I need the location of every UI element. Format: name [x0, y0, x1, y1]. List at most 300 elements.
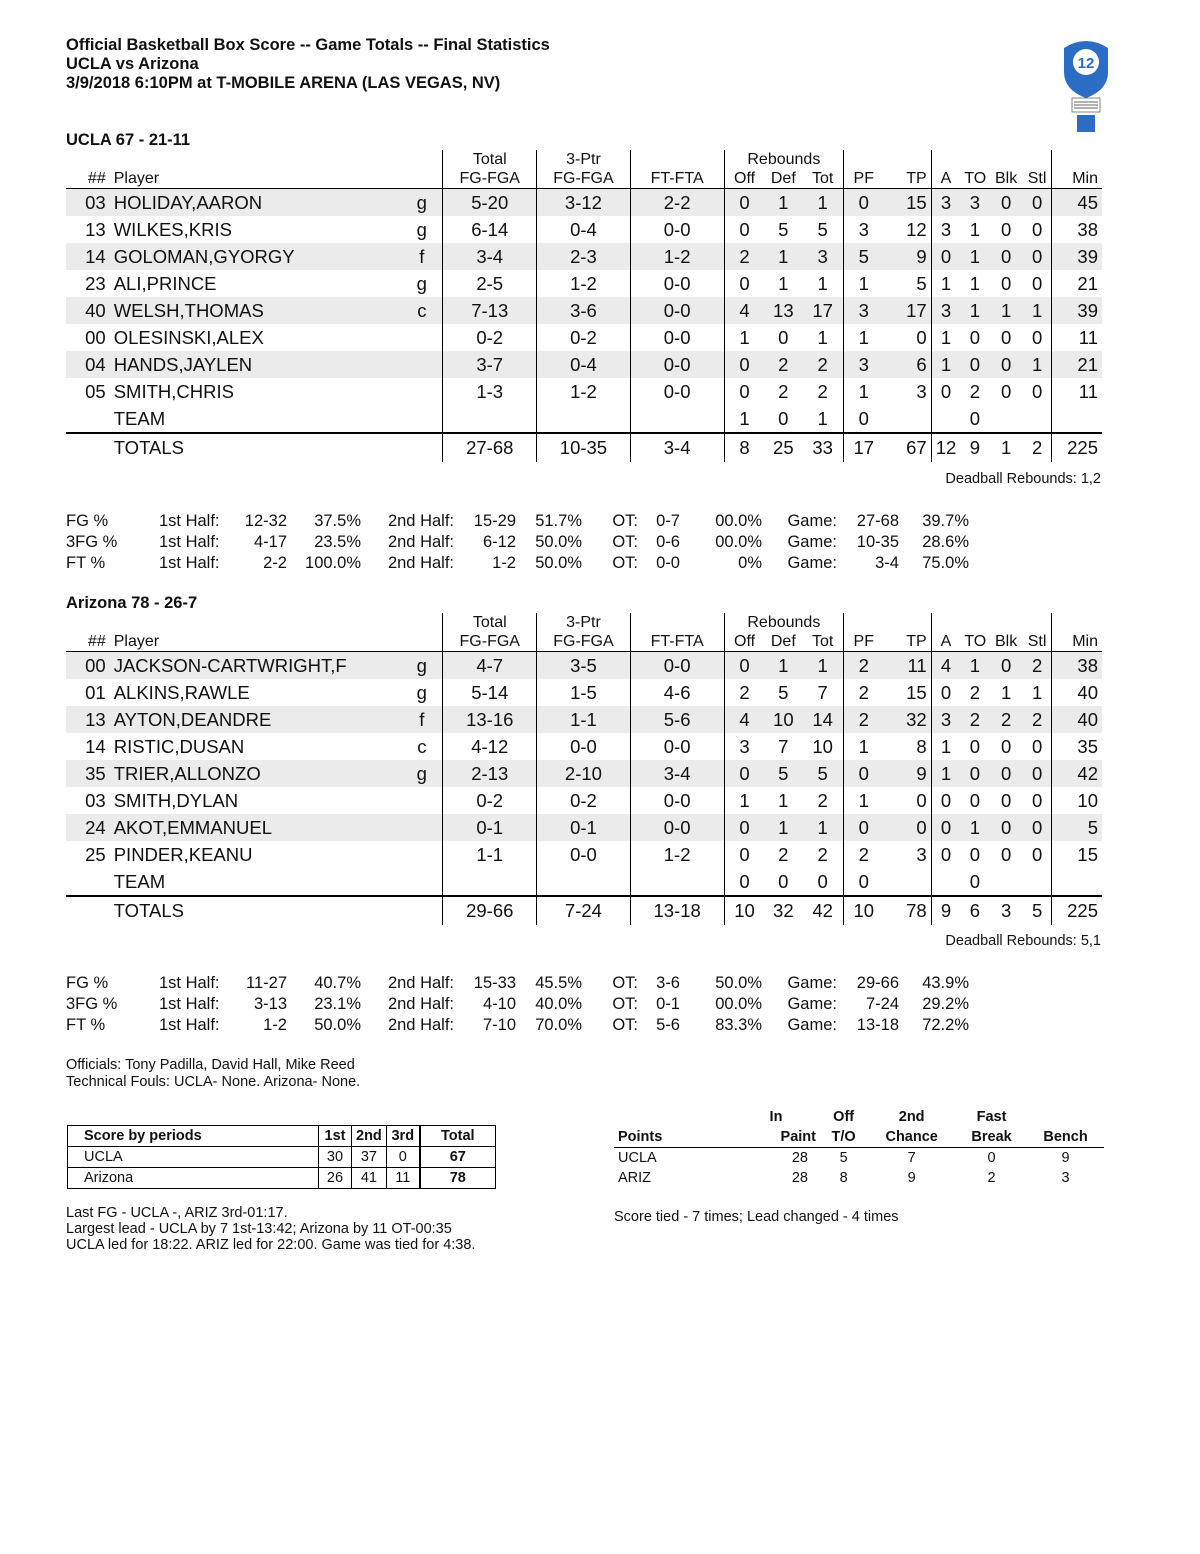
- half1-label: 1st Half:: [159, 1016, 220, 1034]
- player-fg3: 1-2: [537, 378, 631, 405]
- tp-header: TP: [883, 632, 931, 652]
- player-fg: 5-14: [443, 679, 537, 706]
- player-ft: 0-0: [630, 787, 724, 814]
- player-ft: 0-0: [630, 216, 724, 243]
- player-points: 15: [883, 679, 931, 706]
- player-header: Player: [110, 169, 402, 189]
- box-header-row-1: [66, 613, 1102, 632]
- player-off-reb: 4: [724, 297, 765, 324]
- half2-pct: 50.0%: [535, 533, 582, 551]
- points-breakdown: [614, 1107, 1104, 1188]
- pct-row: [66, 553, 969, 574]
- player-minutes: 35: [1077, 735, 1098, 757]
- total-header: Total: [443, 613, 537, 632]
- tp-header: TP: [883, 169, 931, 189]
- blank-cell: [401, 613, 443, 632]
- ot-label: OT:: [612, 533, 638, 551]
- blank-cell: [443, 405, 537, 433]
- periods-header-total: Total: [420, 1126, 496, 1147]
- player-header: Player: [110, 632, 402, 652]
- player-position: [401, 378, 443, 405]
- player-def-reb: 13: [765, 297, 802, 324]
- half1-made: 1-2: [263, 1016, 287, 1034]
- pct-label: 3FG %: [66, 995, 118, 1013]
- totals-fg3: 10-35: [537, 433, 631, 462]
- game-label: Game:: [787, 974, 837, 992]
- player-minutes: 10: [1077, 789, 1098, 811]
- ot-label: OT:: [612, 995, 638, 1013]
- pct-label: FG %: [66, 512, 109, 530]
- periods-total: 67: [420, 1147, 496, 1168]
- player-ft: 1-2: [630, 243, 724, 270]
- points-header-bottom: [614, 1127, 1104, 1148]
- blank-cell: [66, 613, 110, 632]
- blank-cell: [401, 868, 443, 896]
- player-row: [66, 787, 1102, 814]
- player-fg3: 0-2: [537, 324, 631, 351]
- player-turnovers: 0: [969, 843, 981, 865]
- player-minutes: 40: [1052, 706, 1102, 733]
- game-label: Game:: [787, 554, 837, 572]
- player-fg: 3-4: [443, 243, 537, 270]
- player-def-reb: 5: [765, 760, 802, 787]
- player-pf: 3: [844, 351, 884, 378]
- player-assists: 1: [931, 760, 960, 787]
- player-fg: 3-7: [443, 351, 537, 378]
- player-turnovers: 3: [960, 189, 989, 217]
- player-steals: 0: [1023, 243, 1052, 270]
- periods-total: 78: [420, 1168, 496, 1189]
- player-ft: 0-0: [630, 378, 724, 405]
- points-paint: 28: [791, 1150, 808, 1166]
- player-minutes: 15: [1077, 843, 1098, 865]
- player-name: AKOT,EMMANUEL: [110, 814, 402, 841]
- player-pf: 2: [858, 681, 869, 703]
- half2-made: 1-2: [492, 554, 516, 572]
- pct-row: [66, 1015, 969, 1036]
- blank-cell: [66, 405, 110, 433]
- player-row: [66, 378, 1102, 405]
- player-minutes: 5: [1052, 814, 1102, 841]
- player-blocks: 0: [1000, 326, 1012, 348]
- player-tot-reb: 2: [802, 378, 844, 405]
- points-team: UCLA: [618, 1150, 657, 1166]
- pf-header: PF: [844, 169, 884, 189]
- blank-cell: [1052, 150, 1102, 169]
- team-1-deadball: Deadball Rebounds: 1,2: [945, 471, 1101, 487]
- player-assists: 1: [940, 326, 952, 348]
- player-tot-reb: 3: [802, 243, 844, 270]
- player-assists: 0: [940, 681, 952, 703]
- player-pf: 1: [858, 735, 869, 757]
- pf-header: PF: [844, 632, 884, 652]
- assists-header: A: [931, 169, 960, 189]
- points-off-to: 5: [839, 1150, 848, 1166]
- half2-pct: 70.0%: [535, 1016, 582, 1034]
- player-def-reb: 5: [778, 218, 789, 240]
- blank-cell: [1023, 868, 1052, 896]
- totals-minutes: 225: [1052, 433, 1102, 462]
- totals-tot-reb: 33: [802, 433, 844, 462]
- player-position: f: [401, 243, 443, 270]
- ot-made: 0-0: [656, 554, 680, 572]
- blank-cell: [960, 150, 989, 169]
- half2-pct: 51.7%: [535, 512, 582, 530]
- half2-made: 15-29: [473, 512, 516, 530]
- player-off-reb: 1: [739, 789, 750, 811]
- player-assists: 0: [940, 789, 952, 811]
- pct-label: FT %: [66, 554, 106, 572]
- player-row: [66, 733, 1102, 760]
- game-label: Game:: [787, 533, 837, 551]
- player-off-reb: 2: [724, 243, 765, 270]
- periods-header-label: Score by periods: [68, 1126, 319, 1147]
- player-ft: 0-0: [630, 270, 724, 297]
- player-fg: 6-14: [443, 216, 537, 243]
- blank-cell: [401, 169, 443, 189]
- player-row: [66, 189, 1102, 217]
- player-turnovers: 2: [969, 681, 981, 703]
- player-number: 40: [66, 297, 110, 324]
- rebounds-header: Rebounds: [724, 613, 844, 632]
- player-tot-reb: 7: [802, 679, 844, 706]
- player-blocks: 1: [989, 297, 1022, 324]
- player-name: WELSH,THOMAS: [110, 297, 402, 324]
- half1-made: 11-27: [246, 974, 287, 992]
- player-tot-reb: 2: [802, 841, 844, 868]
- player-points: 3: [883, 378, 931, 405]
- player-row: [66, 297, 1102, 324]
- player-position: [401, 841, 443, 868]
- half2-label: 2nd Half:: [387, 512, 454, 530]
- blank-cell: [989, 613, 1022, 632]
- player-name: HANDS,JAYLEN: [110, 351, 402, 378]
- player-tot-reb: 17: [802, 297, 844, 324]
- player-off-reb: 0: [724, 652, 765, 680]
- half1-label: 1st Half:: [159, 512, 220, 530]
- blank-cell: [66, 150, 110, 169]
- player-steals: 0: [1023, 324, 1052, 351]
- game-made: 13-18: [856, 1016, 899, 1034]
- periods-team: Arizona: [68, 1168, 319, 1189]
- player-turnovers: 0: [969, 326, 981, 348]
- player-steals: 0: [1023, 733, 1052, 760]
- player-steals: 0: [1023, 270, 1052, 297]
- team-1-percentages: [66, 511, 969, 574]
- ot-pct: 00.0%: [715, 995, 762, 1013]
- player-off-reb: 0: [739, 380, 750, 402]
- num-header: ##: [66, 169, 110, 189]
- blank-cell: [989, 150, 1022, 169]
- player-def-reb: 7: [778, 735, 789, 757]
- player-fg: 7-13: [443, 297, 537, 324]
- player-points: 8: [883, 733, 931, 760]
- points-head: Off: [833, 1109, 855, 1125]
- player-steals: 0: [1023, 216, 1052, 243]
- player-ft: 0-0: [630, 733, 724, 760]
- player-number: 05: [85, 380, 106, 402]
- player-fg: 0-1: [443, 814, 537, 841]
- player-number: 01: [85, 681, 106, 703]
- player-steals: 0: [1023, 841, 1052, 868]
- player-number: 35: [66, 760, 110, 787]
- player-ft: 4-6: [630, 679, 724, 706]
- player-fg: 2-5: [443, 270, 537, 297]
- team-2-box-score: [66, 613, 1102, 925]
- officials: Officials: Tony Padilla, David Hall, Mike Reed: [66, 1057, 355, 1073]
- player-turnovers: 1: [969, 272, 981, 294]
- ft-header: FT-FTA: [630, 632, 724, 652]
- half2-made: 6-12: [482, 533, 516, 551]
- player-off-reb: 0: [724, 760, 765, 787]
- player-position: [401, 814, 443, 841]
- num-header: ##: [66, 632, 110, 652]
- largest-lead: Largest lead - UCLA by 7 1st-13:42; Arizona by 11 OT-00:35: [66, 1221, 452, 1237]
- player-steals: 0: [1023, 787, 1052, 814]
- player-pf: 0: [844, 189, 884, 217]
- player-steals: 1: [1023, 679, 1052, 706]
- totals-pf: 10: [844, 896, 884, 925]
- pct-label: FT %: [66, 1016, 106, 1034]
- player-pf: 1: [858, 789, 869, 811]
- player-points: 15: [883, 189, 931, 217]
- player-def-reb: 0: [778, 326, 789, 348]
- player-fg3: 2-10: [537, 760, 631, 787]
- player-row: [66, 652, 1102, 680]
- totals-off-reb: 8: [724, 433, 765, 462]
- player-name: OLESINSKI,ALEX: [113, 326, 264, 348]
- totals-minutes: 225: [1052, 896, 1102, 925]
- player-def-reb: 1: [778, 272, 789, 294]
- points-row-ucla: [614, 1148, 1104, 1169]
- player-turnovers: 1: [960, 814, 989, 841]
- totals-assists: 12: [931, 433, 960, 462]
- totals-def-reb: 25: [765, 433, 802, 462]
- player-blocks: 1: [1000, 681, 1012, 703]
- periods-2nd: 37: [352, 1147, 387, 1168]
- player-points: 5: [883, 270, 931, 297]
- player-minutes: 21: [1052, 351, 1102, 378]
- ot-label: OT:: [612, 554, 638, 572]
- pct-label: FG %: [66, 974, 109, 992]
- player-name: HOLIDAY,AARON: [110, 189, 402, 217]
- player-points: 17: [883, 297, 931, 324]
- points-team: ARIZ: [618, 1170, 652, 1186]
- player-row: [66, 243, 1102, 270]
- player-assists: 1: [931, 351, 960, 378]
- player-number: 00: [85, 326, 106, 348]
- player-number: 24: [66, 814, 110, 841]
- player-turnovers: 0: [969, 789, 981, 811]
- player-fg3: 0-1: [537, 814, 631, 841]
- player-position: c: [401, 297, 443, 324]
- player-fg: 13-16: [443, 706, 537, 733]
- player-name: ALI,PRINCE: [113, 272, 217, 294]
- player-ft: 0-0: [630, 814, 724, 841]
- player-minutes: 40: [1077, 681, 1098, 703]
- player-ft: 3-4: [630, 760, 724, 787]
- totals-turnovers: 9: [960, 433, 989, 462]
- logo-text: 12: [1077, 55, 1095, 72]
- points-fast-break: 0: [987, 1150, 996, 1166]
- player-assists: 1: [940, 735, 952, 757]
- player-off-reb: 0: [739, 272, 750, 294]
- points-head: Paint: [780, 1129, 816, 1145]
- player-steals: 2: [1023, 706, 1052, 733]
- blank-cell: [883, 405, 931, 433]
- blank-cell: [630, 150, 724, 169]
- player-row: [66, 814, 1102, 841]
- player-fg3: 1-5: [537, 679, 631, 706]
- player-blocks: 0: [1000, 272, 1012, 294]
- player-turnovers: 2: [969, 380, 981, 402]
- player-row: [66, 270, 1102, 297]
- ot-label: OT:: [612, 512, 638, 530]
- player-row: [66, 841, 1102, 868]
- fg3-header: FG-FGA: [537, 169, 631, 189]
- player-blocks: 0: [989, 351, 1022, 378]
- player-position: [401, 324, 443, 351]
- pac12-tournament-logo: [1060, 38, 1112, 133]
- minutes-header: Min: [1052, 632, 1102, 652]
- player-number: 00: [66, 652, 110, 680]
- half1-made: 2-2: [263, 554, 287, 572]
- player-name: SMITH,DYLAN: [113, 789, 239, 811]
- player-fg3: 0-0: [537, 733, 631, 760]
- box-header-row-2: [66, 169, 1102, 189]
- totals-tot-reb: 42: [802, 896, 844, 925]
- half1-label: 1st Half:: [159, 533, 220, 551]
- points-row-ariz: [614, 1168, 1104, 1188]
- periods-row-ucla: [68, 1147, 496, 1168]
- off-reb-header: Off: [724, 169, 765, 189]
- ot-pct: 0%: [738, 554, 762, 572]
- blank-cell: [844, 150, 884, 169]
- team-def-reb: 0: [778, 870, 789, 892]
- blank-cell: [989, 405, 1022, 433]
- player-off-reb: 3: [739, 735, 750, 757]
- player-points: 32: [883, 706, 931, 733]
- player-def-reb: 2: [778, 380, 789, 402]
- player-minutes: 38: [1077, 218, 1098, 240]
- player-row: [66, 706, 1102, 733]
- player-fg3: 3-12: [537, 189, 631, 217]
- box-header-row-2: [66, 632, 1102, 652]
- blank-cell: [401, 433, 443, 462]
- player-off-reb: 0: [724, 814, 765, 841]
- pct-row: [66, 511, 969, 532]
- pct-row: [66, 532, 969, 553]
- player-steals: 0: [1023, 189, 1052, 217]
- steals-header: Stl: [1023, 632, 1052, 652]
- player-assists: 3: [940, 218, 952, 240]
- blank-cell: [1052, 405, 1102, 433]
- player-turnovers: 1: [960, 652, 989, 680]
- blank-cell: [401, 150, 443, 169]
- team-tot-reb: 1: [802, 405, 844, 433]
- player-def-reb: 1: [765, 814, 802, 841]
- points-bench: 9: [1061, 1150, 1070, 1166]
- points-fast-break: 2: [987, 1170, 996, 1186]
- periods-2nd: 41: [352, 1168, 387, 1189]
- totals-fg: 29-66: [443, 896, 537, 925]
- half2-pct: 40.0%: [535, 995, 582, 1013]
- player-ft: 0-0: [630, 351, 724, 378]
- player-fg3: 1-1: [537, 706, 631, 733]
- player-turnovers: 2: [960, 706, 989, 733]
- team-tot-reb: 0: [802, 868, 844, 896]
- player-off-reb: 1: [739, 326, 750, 348]
- three-ptr-header: 3-Ptr: [537, 613, 631, 632]
- player-points: 9: [883, 243, 931, 270]
- team-2-percentages: [66, 973, 969, 1036]
- periods-3rd: 0: [386, 1147, 420, 1168]
- points-head: In: [769, 1109, 783, 1125]
- points-header-top: [614, 1107, 1104, 1127]
- blank-cell: [883, 868, 931, 896]
- turnovers-header: TO: [960, 169, 989, 189]
- game-label: Game:: [787, 995, 837, 1013]
- game-pct: 75.0%: [922, 554, 969, 572]
- player-turnovers: 0: [960, 760, 989, 787]
- periods-1st: 26: [319, 1168, 352, 1189]
- player-fg3: 0-4: [537, 216, 631, 243]
- blocks-header: Blk: [989, 169, 1022, 189]
- periods-row-arizona: [68, 1168, 496, 1189]
- totals-blocks: 1: [989, 433, 1022, 462]
- blank-cell: [66, 896, 110, 925]
- team-def-reb: 0: [778, 407, 789, 429]
- blank-cell: [931, 613, 960, 632]
- points-head: Chance: [885, 1129, 938, 1145]
- player-tot-reb: 2: [802, 351, 844, 378]
- player-ft: 0-0: [630, 297, 724, 324]
- player-tot-reb: 1: [802, 814, 844, 841]
- periods-header-row: [68, 1126, 496, 1147]
- player-pf: 1: [858, 326, 869, 348]
- score-tied-note: Score tied - 7 times; Lead changed - 4 times: [614, 1209, 899, 1225]
- periods-3rd: 11: [386, 1168, 420, 1189]
- player-points: 9: [883, 760, 931, 787]
- game-notes: [66, 1205, 475, 1253]
- ot-pct: 00.0%: [715, 533, 762, 551]
- player-number: 14: [85, 735, 106, 757]
- player-turnovers: 1: [960, 243, 989, 270]
- player-name: RISTIC,DUSAN: [113, 735, 245, 757]
- player-tot-reb: 14: [802, 706, 844, 733]
- points-bench: 3: [1061, 1170, 1070, 1186]
- half2-label: 2nd Half:: [387, 974, 454, 992]
- points-head: [1027, 1107, 1104, 1127]
- totals-row: [66, 433, 1102, 462]
- player-position: g: [401, 270, 443, 297]
- game-label: Game:: [787, 512, 837, 530]
- player-minutes: 39: [1052, 297, 1102, 324]
- player-pf: 2: [858, 843, 869, 865]
- half1-pct: 23.1%: [314, 995, 361, 1013]
- blank-cell: [630, 405, 724, 433]
- player-number: 14: [66, 243, 110, 270]
- blank-cell: [883, 150, 931, 169]
- totals-steals: 5: [1023, 896, 1052, 925]
- player-blocks: 0: [1000, 380, 1012, 402]
- player-fg: 4-12: [443, 733, 537, 760]
- blank-cell: [630, 868, 724, 896]
- officials-block: [66, 1057, 360, 1091]
- player-def-reb: 5: [778, 681, 789, 703]
- player-off-reb: 2: [739, 681, 750, 703]
- team-turnovers: 0: [969, 870, 981, 892]
